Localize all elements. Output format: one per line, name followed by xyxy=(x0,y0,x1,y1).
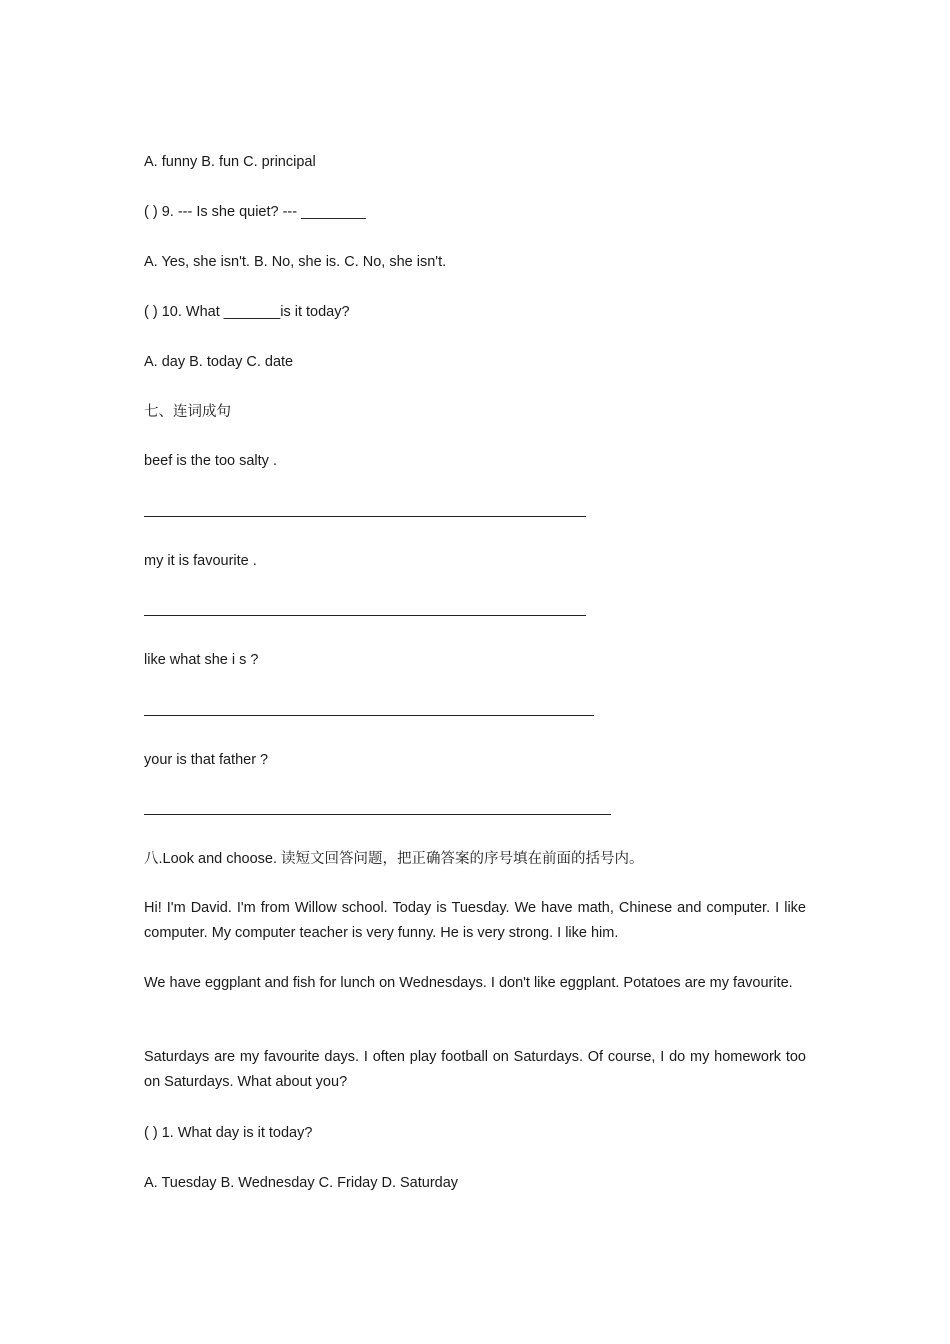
sentence-scramble-2: my it is favourite . xyxy=(144,553,257,569)
reading-paragraph-2: We have eggplant and fish for lunch on Wednesdays. I don't like eggplant. Potatoes are my favourite. xyxy=(144,975,793,991)
reading-paragraph-3: Saturdays are my favourite days. I often play football on Saturdays. Of course, I do my homework too on Saturdays. What about you? xyxy=(144,1049,806,1090)
sentence-scramble-3: like what she i s ? xyxy=(144,652,259,668)
question-8-options: A. funny B. fun C. principal xyxy=(144,154,316,170)
sentence-scramble-4: your is that father ? xyxy=(144,752,269,768)
sentence-scramble-1: beef is the too salty . xyxy=(144,453,277,469)
question-9: ( ) 9. --- Is she quiet? --- ________ xyxy=(144,204,366,220)
reading-question-1: ( ) 1. What day is it today? xyxy=(144,1125,313,1141)
question-10-options: A. day B. today C. date xyxy=(144,354,294,370)
section-7-title: 七、连词成句 xyxy=(144,404,231,420)
document-page xyxy=(144,0,806,1344)
answer-line-1 xyxy=(144,516,586,517)
section-8-title-cn: 读短文回答问题，把正确答案的序号填在前面的括号内。 xyxy=(281,851,644,867)
reading-paragraph-1: Hi! I'm David. I'm from Willow school. Today is Tuesday. We have math, Chinese and computer. I like computer. My computer teacher is very funny. He is very strong. I like him. xyxy=(144,900,806,941)
answer-line-4 xyxy=(144,814,611,815)
section-8-title-en: 八.Look and choose. xyxy=(144,851,278,867)
answer-line-2 xyxy=(144,615,586,616)
question-10: ( ) 10. What _______is it today? xyxy=(144,304,350,320)
question-9-options: A. Yes, she isn't. B. No, she is. C. No, she isn't. xyxy=(144,254,447,270)
answer-line-3 xyxy=(144,715,594,716)
reading-question-1-options: A. Tuesday B. Wednesday C. Friday D. Saturday xyxy=(144,1175,459,1191)
section-8-title xyxy=(144,850,644,868)
